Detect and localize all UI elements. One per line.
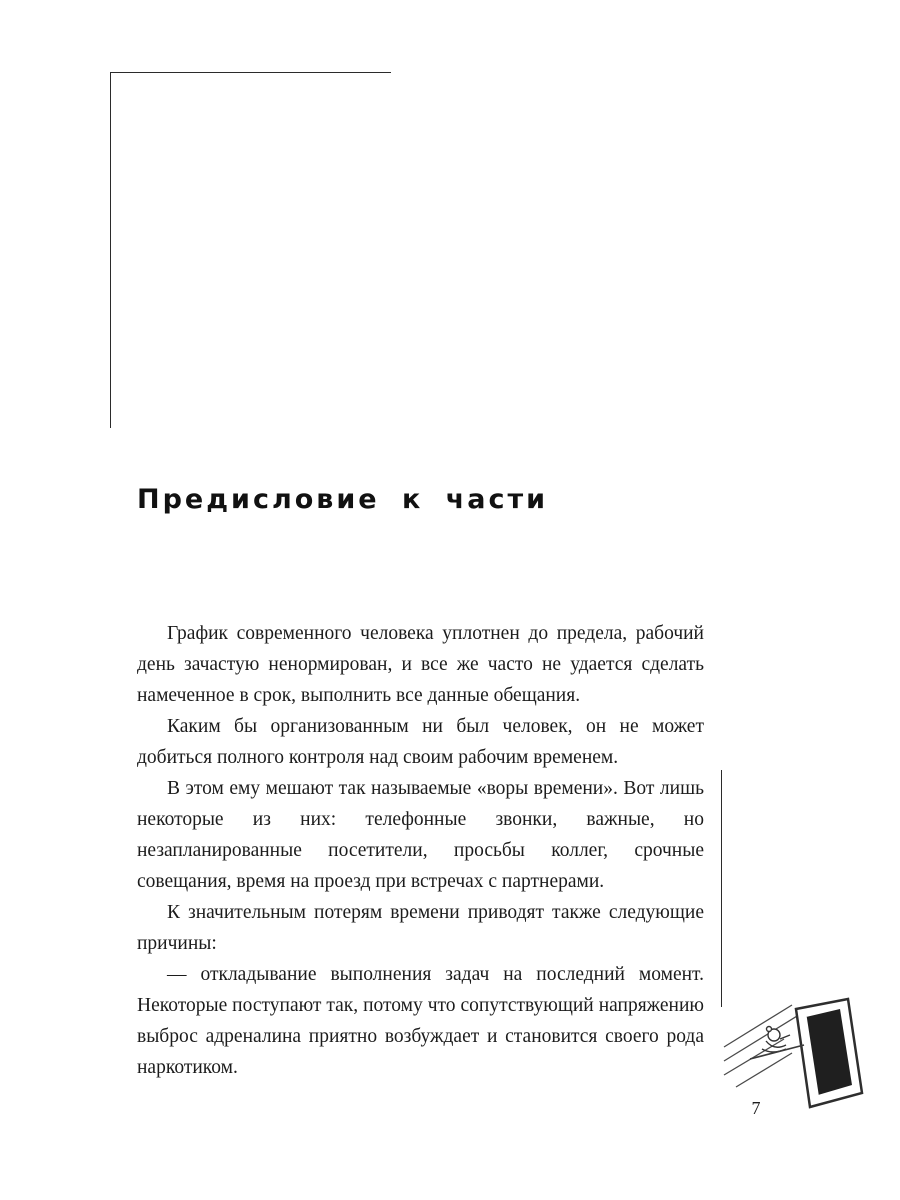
paragraph: Каким бы организованным ни был человек, он не может добиться полного контроля над своим рабочим временем. [137,716,704,768]
paragraph: В этом ему мешают так называемые «воры времени». Вот лишь некоторые из них: телефонные звонки, важные, но незапланированные посетители, просьбы коллег, срочные совещания, время на проезд при встречах с партнерами. [137,778,704,892]
body-text-column [137,618,704,1083]
top-horizontal-rule [110,72,391,73]
paragraph: — откладывание выполнения задач на последний момент. Некоторые поступают так, потому что сопутствующий напряжению выброс адреналина приятно возбуждает и становится своего рода наркотиком. [137,964,704,1078]
paragraph: График современного человека уплотнен до предела, рабочий день зачастую ненормирован, и все же часто не удается сделать намеченное в срок, выполнить все данные обещания. [137,623,704,706]
paragraph: К значительным потерям времени приводят также следующие причины: [137,902,704,954]
chapter-heading: Предисловие к части [137,484,549,515]
left-vertical-rule [110,72,111,428]
right-vertical-rule [721,770,722,1007]
mouse-at-doorway-illustration [722,995,872,1120]
page-number: 7 [751,1098,761,1118]
